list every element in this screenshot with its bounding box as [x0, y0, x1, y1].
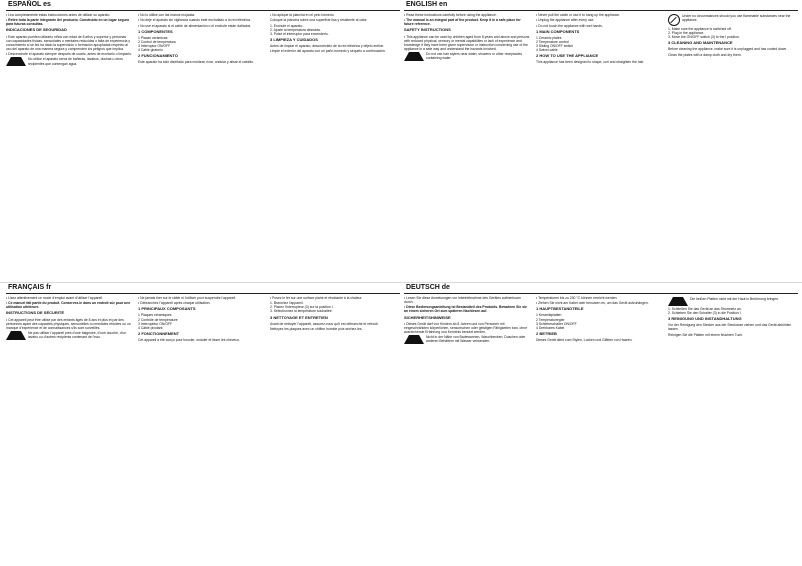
text-column: [536, 296, 662, 345]
warning-block: [668, 297, 794, 306]
paragraph: 1. Branchez l’appareil. 2. Placez l’interrupteur (3) sur la position I. 3. Sélectionnez la température souhaitée.: [270, 301, 334, 314]
warning-text: Nicht in der Nähe von Badewannen, Waschbecken, Duschen oder anderen Behältern mit Wasser verwenden.: [426, 335, 526, 344]
warning-text: Do not use hair stylers near water, showers or other receptacles containing water.: [426, 52, 522, 61]
text-column: [404, 296, 530, 345]
paragraph: • Read these instructions carefully before using the appliance.: [404, 13, 497, 17]
paragraph: • Ziehen Sie nicht am Kabel oder benutzen es, um das Gerät aufzuhängen.: [536, 301, 649, 306]
paragraph: • Este aparato pueden utilizarlo niños con edad de 8 años y superior y personas con capacidades físicas, sensoriales o mentales reducidas o falta de experiencia y conocimiento si se les ha dado la supervisión o formación apropiadas respecto al uso del aparato de una manera segura y comprenden los peligros que implica.: [6, 34, 131, 51]
paragraph: 1 Plaques céramiques 2 Contrôle de température 3 Interrupteur ON/OFF 4 Câble pivotant: [138, 313, 178, 330]
section-title: 3 LIMPIEZA Y CUIDADOS: [270, 36, 318, 42]
paragraph: Reinigen Sie die Platten mit einem feuchten Tuch.: [668, 332, 744, 337]
text-columns: [6, 294, 400, 343]
paragraph: 1 Keramikplatten 2 Temperaturregler 3 Schiebeschalter ON/OFF 4 Drehbares Kabel: [536, 313, 577, 330]
paragraph: • Débranchez l’appareil après chaque utilisation.: [138, 301, 211, 306]
paragraph: • Cet appareil peut être utilisé par des enfants âgés de 8 ans et plus et par des personnes ayant des capacités physiques, sensorielles ou mentales réduites ou un manque d’expérience et de connaissances s’ils sont surveillés.: [6, 317, 131, 330]
section-title: 1 PRINCIPAUX COMPOSANTS: [138, 306, 196, 312]
section-title: 1 MAIN COMPONENTS: [536, 28, 580, 34]
section-title: 1 HAUPTBESTANDTEILE: [536, 306, 584, 312]
warning-text: Ne pas utiliser l’appareil près d’une baignoire, d’une douche, d’un lavabo ou d’autres récipients contenant de l’eau.: [28, 331, 127, 340]
section-title: 2 HOW TO USE THE APPLIANCE: [536, 53, 599, 59]
paragraph: Avant de nettoyer l’appareil, assurez-vous qu’il est débranché et refroidi.: [270, 321, 379, 326]
paragraph: • Lea completamente estas instrucciones antes de utilizar su aparato.: [6, 13, 111, 17]
paragraph: • Unplug the appliance after every use.: [536, 18, 595, 23]
warning-block: [404, 52, 530, 61]
paragraph: Vor der Reinigung den Stecker aus der Steckdose ziehen und das Gerät abkühlen lassen.: [668, 323, 792, 332]
warning-triangle-icon: [6, 57, 26, 66]
paragraph: • Dieses Gerät darf von Kindern ab 8 Jahren und von Personen mit eingeschränkten körperlichen, sensorischen oder geistigen Fähigkeiten bzw. ohne ausreichende Erfahrung und Kenntnis benutzt werden.: [404, 321, 528, 334]
text-column: [138, 13, 264, 67]
warning-text: Under no circumstances should you use flammable substances near the appliance.: [682, 14, 791, 23]
section-title: 2 FUNCIONAMIENTO: [138, 53, 178, 59]
section-english: [404, 0, 798, 283]
paragraph: Cet appareil a été conçu pour boucler, onduler et lisser les cheveux.: [138, 337, 240, 342]
paragraph: Before cleaning the appliance, make sure it is unplugged and has cooled down.: [668, 47, 788, 52]
section-espanol: [6, 0, 400, 283]
paragraph: 1. Enchufe el aparato. 2. Ajuste la temperatura deseada. 3. Pulse el interruptor para encenderlo.: [270, 23, 329, 36]
paragraph: • Ne jamais tirer sur le câble ni l’utiliser pour suspendre l’appareil.: [138, 296, 237, 300]
warning-triangle-icon: [404, 335, 424, 344]
text-column: [668, 13, 794, 66]
warning-triangle-icon: [404, 52, 424, 61]
text-columns: [6, 11, 400, 67]
prohibition-icon: [668, 14, 680, 26]
paragraph: Limpie el exterior del aparato con un paño húmedo y séquelo a continuación.: [270, 49, 386, 54]
warning-block: [404, 335, 530, 344]
paragraph: • Never pull the cable or use it to hang up the appliance.: [536, 13, 621, 17]
paragraph: Este aparato ha sido diseñado para moldear, rizar, ondular y alisar el cabello.: [138, 60, 254, 65]
paragraph: • Do not touch the appliance with wet hands.: [536, 23, 603, 28]
warning-block: [668, 14, 794, 26]
paragraph: • The manual is an integral part of the product. Keep it in a safe place for future reference.: [404, 18, 521, 27]
paragraph: Nettoyez les plaques avec un chiffon humide puis séchez-les.: [270, 326, 363, 331]
text-column: [668, 296, 794, 345]
section-title: INDICACIONES DE SEGURIDAD: [6, 27, 67, 33]
text-column: [536, 13, 662, 66]
warning-block: [6, 331, 132, 340]
text-columns: [404, 11, 798, 66]
paragraph: • Lisez attentivement ce mode d’emploi avant d’utiliser l’appareil.: [6, 296, 103, 300]
text-column: [6, 296, 132, 343]
bottom-half: [0, 283, 802, 566]
paragraph: 1. Make sure the appliance is switched off. 2. Plug in the appliance. 3. Move the ON/OFF switch (3) to the I position.: [668, 27, 740, 40]
section-title: 2 BETRIEB: [536, 330, 557, 336]
paragraph: 1. Schließen Sie das Gerät an das Stromnetz an. 2. Schieben Sie den Schalter (3) in die Position I.: [668, 307, 742, 316]
paragraph: • Lesen Sie diese Anweisungen vor Inbetriebnahme des Gerätes aufmerksam durch.: [404, 296, 521, 305]
section-title: 1 COMPONENTES: [138, 28, 173, 34]
text-column: [404, 13, 530, 66]
paragraph: • Ce manuel fait partie du produit. Conservez-le dans un endroit sûr pour une utilisation ultérieure.: [6, 301, 131, 310]
section-title: 3 NETTOYAGE ET ENTRETIEN: [270, 314, 328, 320]
paragraph: 1 Placas cerámicas 2 Control de temperatura 3 Interruptor ON/OFF 4 Cable giratorio: [138, 35, 176, 53]
section-title: 3 REINIGUNG UND INSTANDHALTUNG: [668, 316, 742, 322]
section-header: ESPAÑOL es: [6, 0, 400, 11]
paragraph: Antes de limpiar el aparato, desconéctelo de la red eléctrica y déjelo enfriar.: [270, 43, 384, 48]
section-header: FRANÇAIS fr: [6, 283, 400, 294]
text-columns: [404, 294, 798, 345]
text-column: [138, 296, 264, 343]
text-column: [270, 296, 396, 343]
paragraph: • No use el aparato si el cable de alimentación o el enchufe están dañados.: [138, 23, 252, 28]
section-title: INSTRUCTIONS DE SÉCURITÉ: [6, 310, 65, 316]
paragraph: • Posez le fer sur une surface plane et résistante à la chaleur.: [270, 296, 363, 300]
warning-text: No utilice el aparato cerca de bañeras, lavabos, duchas u otros recipientes que contengan agua.: [28, 57, 123, 66]
section-title: 3 CLEANING AND MAINTENANCE: [668, 40, 733, 46]
warning-block: [6, 57, 132, 66]
paragraph: • This appliance can be used by children aged from 8 years and above and persons with reduced physical, sensory or mental capabilities or lack of experience and knowledge if they have been given supervision or instruction concerning use of the appliance in a safe way and understand the hazards involved.: [404, 34, 530, 51]
section-title: 2 FONCTIONNEMENT: [138, 330, 180, 336]
paragraph: 1 Ceramic plates 2 Temperature control 3 Sliding ON/OFF switch 4 Swivel cable: [536, 35, 574, 53]
warning-text: Die heißen Platten nicht mit der Haut in Berührung bringen.: [690, 297, 779, 301]
paragraph: • No deje el aparato sin vigilancia cuando esté enchufado a la red eléctrica.: [138, 18, 251, 23]
text-column: [270, 13, 396, 67]
section-title: SAFETY INSTRUCTIONS: [404, 27, 451, 33]
warning-triangle-icon: [6, 331, 26, 340]
section-title: SICHERHEITSHINWEISE: [404, 314, 451, 320]
paragraph: • No lo utilice con las manos mojadas.: [138, 13, 196, 17]
paragraph: • Diese Bedienungsanleitung ist Bestandteil des Produkts. Bewahren Sie sie an einem sicheren Ort zum späteren Nachlesen auf.: [404, 305, 527, 314]
paragraph: • Retire toda la parte integrante del producto. Construido en un lugar seguro para futuras consultas.: [6, 18, 130, 27]
paragraph: Dieses Gerät dient zum Stylen, Locken und Glätten von Haaren.: [536, 337, 633, 342]
warning-triangle-icon: [668, 297, 688, 306]
paragraph: This appliance has been designed to shape, curl and straighten the hair.: [536, 60, 645, 65]
paragraph: Coloque la plancha sobre una superficie lisa y resistente al calor.: [270, 18, 368, 23]
text-column: [6, 13, 132, 67]
paragraph: • Temperaturen bis zu 230 °C können erreicht werden.: [536, 296, 618, 300]
section-francais: [6, 283, 400, 566]
section-header: ENGLISH en: [404, 0, 798, 11]
section-deutsch: [404, 283, 798, 566]
section-header: DEUTSCH de: [404, 283, 798, 294]
paragraph: Clean the plates with a damp cloth and dry them.: [668, 52, 742, 57]
paragraph: • Descenchufe el aparato siempre después de usarlo, antes de montarlo o limpiarlo.: [6, 52, 132, 57]
paragraph: • No aplique la plancha en el pelo húmedo.: [270, 13, 335, 17]
